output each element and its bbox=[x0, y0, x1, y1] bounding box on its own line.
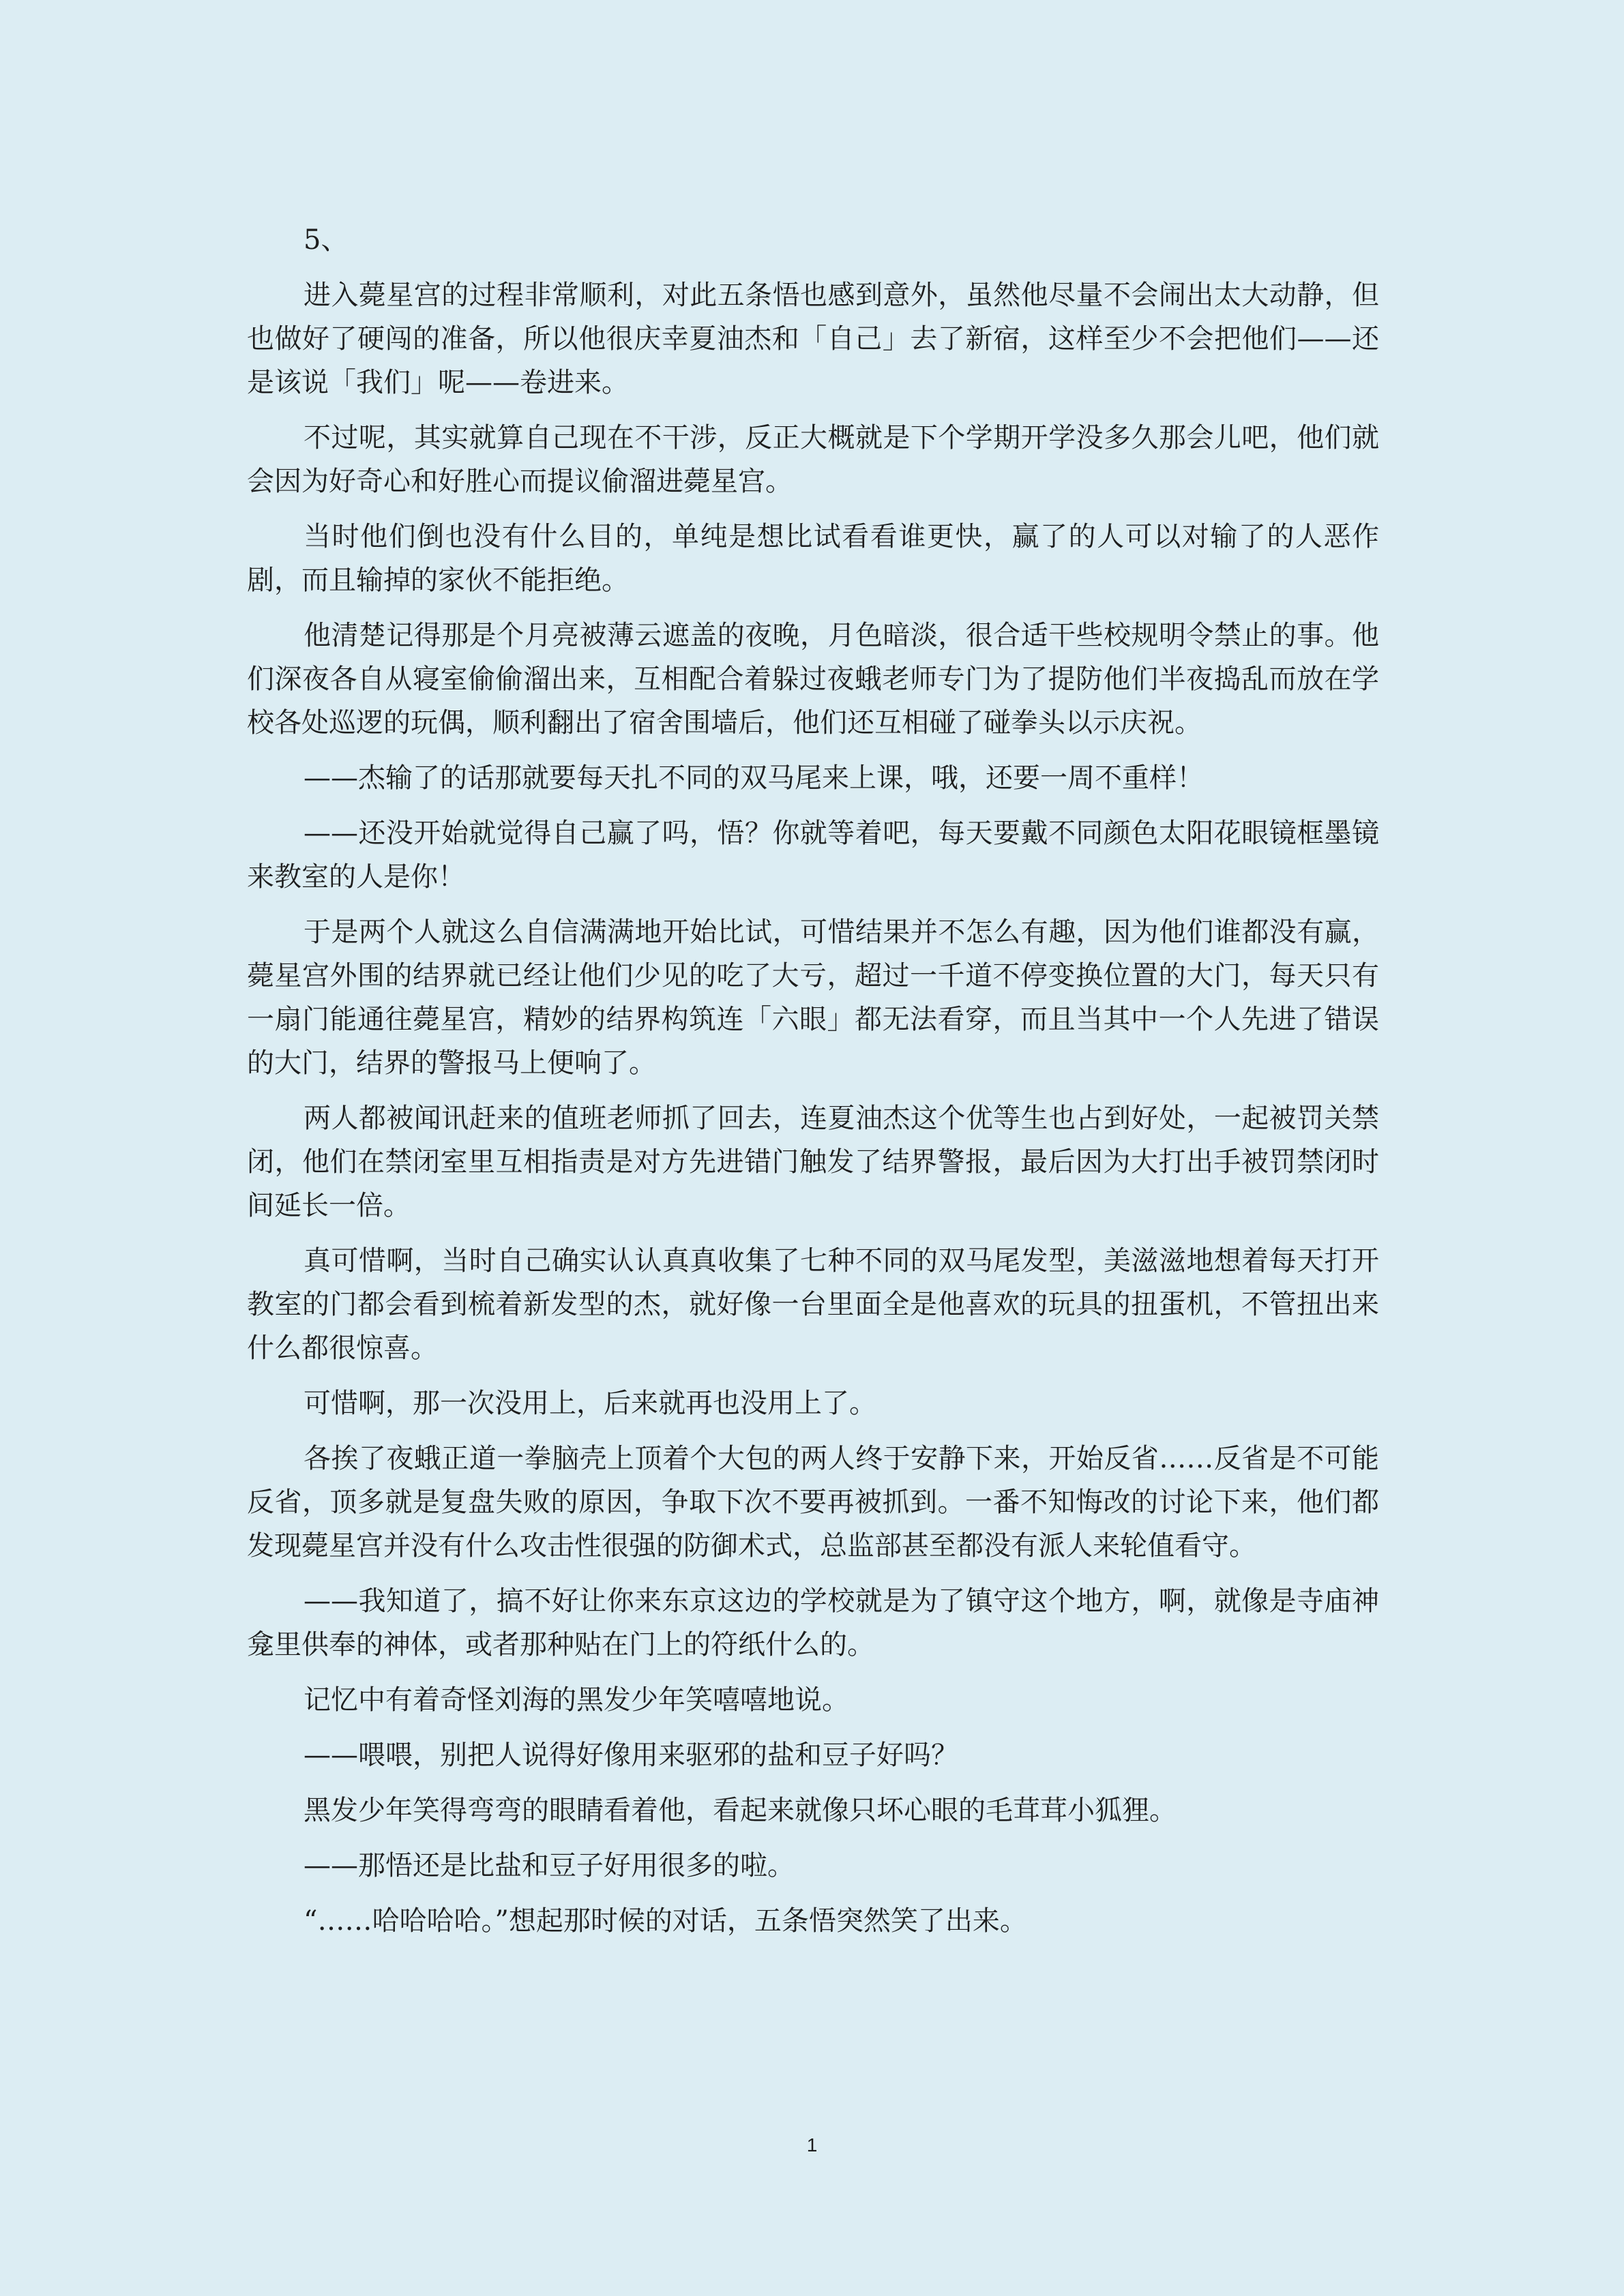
dialogue-line: ——我知道了，搞不好让你来东京这边的学校就是为了镇守这个地方，啊，就像是寺庙神龛里供奉的神体，或者那种贴在门上的符纸什么的。 bbox=[247, 1585, 1379, 1660]
document-body bbox=[247, 218, 1379, 1954]
chapter-number: 5、 bbox=[304, 224, 349, 256]
paragraph: 于是两个人就这么自信满满地开始比试，可惜结果并不怎么有趣，因为他们谁都没有赢，薨星宫外围的结界就已经让他们少见的吃了大亏，超过一千道不停变换位置的大门，每天只有一扇门能通往薨星宫，精妙的结界构筑连「六眼」都无法看穿，而且当其中一个人先进了错误的大门，结界的警报马上便响了。 bbox=[247, 916, 1379, 1079]
paragraph: 可惜啊，那一次没用上，后来就再也没用上了。 bbox=[304, 1388, 876, 1419]
paragraph: 他清楚记得那是个月亮被薄云遮盖的夜晚，月色暗淡，很合适干些校规明令禁止的事。他们深夜各自从寝室偷偷溜出来，互相配合着躲过夜蛾老师专门为了提防他们半夜捣乱而放在学校各处巡逻的玩偶，顺利翻出了宿舍围墙后，他们还互相碰了碰拳头以示庆祝。 bbox=[247, 620, 1379, 739]
paragraph: 记忆中有着奇怪刘海的黑发少年笑嘻嘻地说。 bbox=[304, 1684, 849, 1716]
paragraph: 不过呢，其实就算自己现在不干涉，反正大概就是下个学期开学没多久那会儿吧，他们就会因为好奇心和好胜心而提议偷溜进薨星宫。 bbox=[247, 422, 1379, 497]
paragraph: “……哈哈哈哈。”想起那时候的对话，五条悟突然笑了出来。 bbox=[304, 1905, 1027, 1937]
paragraph: 真可惜啊，当时自己确实认认真真收集了七种不同的双马尾发型，美滋滋地想着每天打开教室的门都会看到梳着新发型的杰，就好像一台里面全是他喜欢的玩具的扭蛋机，不管扭出来什么都很惊喜。 bbox=[247, 1245, 1379, 1364]
dialogue-line: ——喂喂，别把人说得好像用来驱邪的盐和豆子好吗？ bbox=[304, 1740, 958, 1771]
paragraph: 当时他们倒也没有什么目的，单纯是想比试看看谁更快，赢了的人可以对输了的人恶作剧，而且输掉的家伙不能拒绝。 bbox=[247, 521, 1379, 596]
page-number: 1 bbox=[806, 2134, 818, 2156]
paragraph: 两人都被闻讯赶来的值班老师抓了回去，连夏油杰这个优等生也占到好处，一起被罚关禁闭，他们在禁闭室里互相指责是对方先进错门触发了结界警报，最后因为大打出手被罚禁闭时间延长一倍。 bbox=[247, 1103, 1379, 1221]
paragraph: 黑发少年笑得弯弯的眼睛看着他，看起来就像只坏心眼的毛茸茸小狐狸。 bbox=[304, 1795, 1177, 1826]
dialogue-line: ——那悟还是比盐和豆子好用很多的啦。 bbox=[304, 1850, 795, 1881]
paragraph: 各挨了夜蛾正道一拳脑壳上顶着个大包的两人终于安静下来，开始反省……反省是不可能反省，顶多就是复盘失败的原因，争取下次不要再被抓到。一番不知悔改的讨论下来，他们都发现薨星宫并没有什么攻击性很强的防御术式，总监部甚至都没有派人来轮值看守。 bbox=[247, 1443, 1379, 1562]
dialogue-line: ——还没开始就觉得自己赢了吗，悟？你就等着吧，每天要戴不同颜色太阳花眼镜框墨镜来教室的人是你！ bbox=[247, 818, 1379, 893]
dialogue-line: ——杰输了的话那就要每天扎不同的双马尾来上课，哦，还要一周不重样！ bbox=[304, 762, 1204, 794]
paragraph: 进入薨星宫的过程非常顺利，对此五条悟也感到意外，虽然他尽量不会闹出太大动静，但也做好了硬闯的准备，所以他很庆幸夏油杰和「自己」去了新宿，这样至少不会把他们——还是该说「我们」呢——卷进来。 bbox=[247, 280, 1379, 398]
